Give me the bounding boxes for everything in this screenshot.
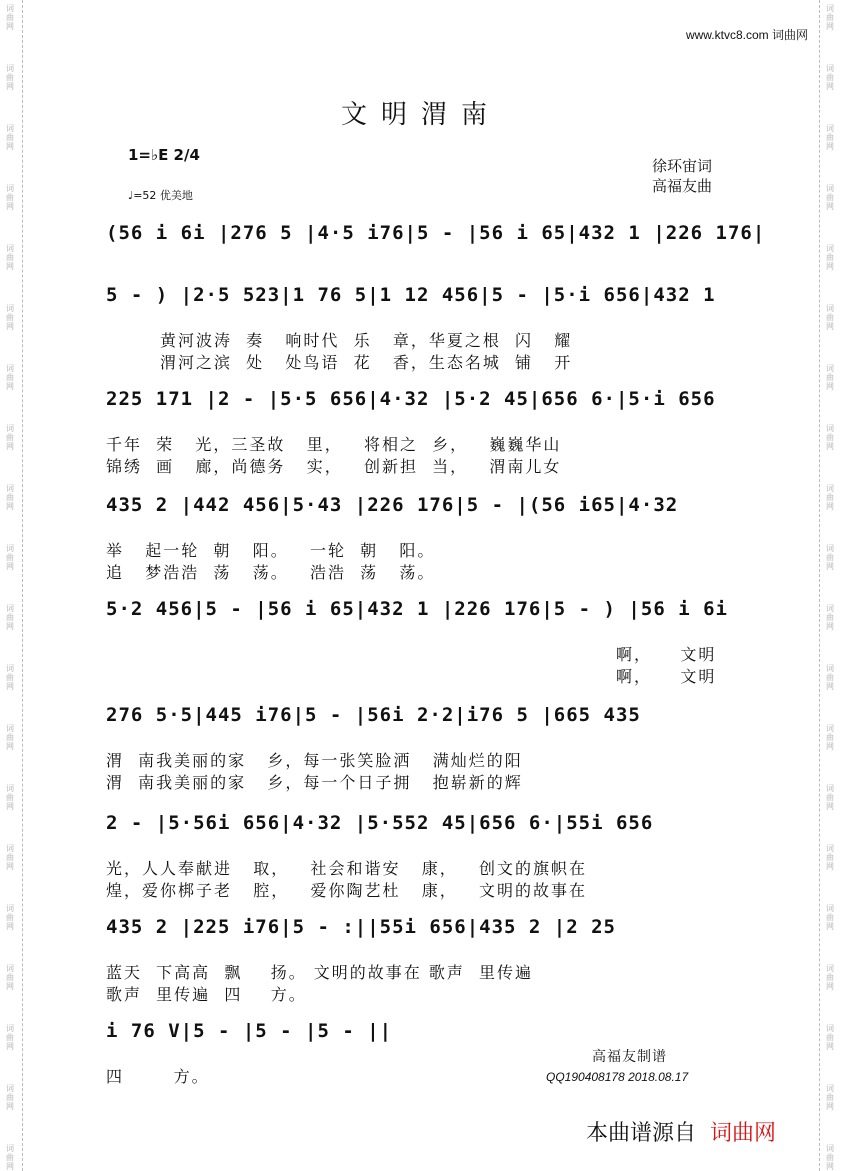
- watermark-text: 词 曲 网: [6, 904, 14, 931]
- watermark-text: 词 曲 网: [826, 544, 834, 571]
- watermark-text: 词 曲 网: [6, 424, 14, 451]
- watermark-text: 词 曲 网: [826, 124, 834, 151]
- source-brand[interactable]: 词曲网: [710, 1121, 777, 1146]
- watermark-text: 词 曲 网: [826, 1024, 834, 1051]
- watermark-text: 词 曲 网: [826, 304, 834, 331]
- notation-text: i 76 V|5 - |5 - |5 - ||: [106, 1020, 393, 1042]
- watermark-text: 词 曲 网: [6, 484, 14, 511]
- notation-row: [106, 284, 738, 314]
- lyric-line: 歌声 里传遍 四 方。: [106, 985, 307, 1004]
- watermark-text: 词 曲 网: [6, 364, 14, 391]
- watermark-text: 词 曲 网: [826, 904, 834, 931]
- watermark-text: 词 曲 网: [6, 124, 14, 151]
- score-maker: 高福友制谱: [592, 1049, 667, 1065]
- lyric-line: 蓝天 下高高 飘 扬。 文明的故事在 歌声 里传遍: [106, 963, 534, 982]
- watermark-text: 词 曲 网: [6, 4, 14, 31]
- lyric-line: 举 起一轮 朝 阳。 一轮 朝 阳。: [106, 541, 436, 560]
- watermark-text: 词 曲 网: [6, 1084, 14, 1111]
- song-title: 文明渭南: [340, 100, 501, 130]
- notation-row: [106, 598, 738, 628]
- notation-row: [106, 916, 738, 946]
- notation-text: 225 171 |2 - |5·5 656|4·32 |5·2 45|656 6·|5·i 656: [106, 388, 716, 410]
- notation-text: 2 - |5·56i 656|4·32 |5·552 45|656 6·|55i 656: [106, 812, 654, 834]
- right-watermark-strip: [819, 0, 842, 1171]
- notation-text: 5·2 456|5 - |56 i 65|432 1 |226 176|5 - ) |56 i 6i: [106, 598, 728, 620]
- source-credit: [586, 1116, 776, 1147]
- notation-text: 435 2 |442 456|5·43 |226 176|5 - |(56 i65|4·32: [106, 494, 679, 516]
- lyric-line: 渭 南我美丽的家 乡，每一张笑脸洒 满灿烂的阳: [106, 751, 523, 770]
- watermark-text: 词 曲 网: [826, 4, 834, 31]
- watermark-text: 词 曲 网: [6, 1024, 14, 1051]
- watermark-text: 词 曲 网: [6, 1144, 14, 1171]
- lyric-line: 黄河波涛 奏 响时代 乐 章，华夏之根 闪 耀: [160, 331, 573, 350]
- lyric-line: 锦绣 画 廊，尚德务 实， 创新担 当， 渭南儿女: [106, 457, 562, 476]
- notation-text: (56 i 6i |276 5 |4·5 i76|5 - |56 i 65|432 1 |226 176|: [106, 222, 766, 244]
- notation-row: [106, 222, 766, 252]
- watermark-text: 词 曲 网: [826, 64, 834, 91]
- watermark-text: 词 曲 网: [826, 604, 834, 631]
- notation-row: [106, 494, 738, 524]
- watermark-text: 词 曲 网: [6, 724, 14, 751]
- credits: [652, 156, 712, 196]
- key-signature: 1=♭E 2/4: [128, 146, 200, 164]
- lyric-line: 渭 南我美丽的家 乡，每一个日子拥 抱崭新的辉: [106, 773, 523, 792]
- notation-text: 435 2 |225 i76|5 - :||55i 656|435 2 |2 25: [106, 916, 616, 938]
- qq-date: QQ190408178 2018.08.17: [546, 1070, 689, 1084]
- watermark-text: 词 曲 网: [826, 664, 834, 691]
- watermark-text: 词 曲 网: [6, 64, 14, 91]
- watermark-text: 词 曲 网: [6, 604, 14, 631]
- watermark-text: 词 曲 网: [826, 724, 834, 751]
- watermark-text: 词 曲 网: [826, 424, 834, 451]
- lyric-line: 啊， 文明: [616, 667, 717, 686]
- notation-text: 276 5·5|445 i76|5 - |56i 2·2|i76 5 |665 435: [106, 704, 641, 726]
- lyric-line: 千年 荣 光，三圣故 里， 将相之 乡， 巍巍华山: [106, 435, 562, 454]
- source-prefix: 本曲谱源自: [586, 1121, 697, 1146]
- site-header[interactable]: www.ktvc8.com 词曲网: [685, 28, 808, 42]
- watermark-text: 词 曲 网: [826, 364, 834, 391]
- watermark-text: 词 曲 网: [826, 1144, 834, 1171]
- watermark-text: 词 曲 网: [826, 184, 834, 211]
- left-watermark-strip: [0, 0, 23, 1171]
- watermark-text: 词 曲 网: [6, 964, 14, 991]
- notation-row: [106, 812, 738, 842]
- notation-row: [106, 704, 738, 734]
- composer: 高福友曲: [652, 177, 713, 195]
- lyric-line: 渭河之滨 处 处鸟语 花 香，生态名城 铺 开: [160, 353, 573, 372]
- watermark-text: 词 曲 网: [6, 844, 14, 871]
- watermark-text: 词 曲 网: [6, 244, 14, 271]
- watermark-text: 词 曲 网: [6, 544, 14, 571]
- watermark-text: 词 曲 网: [826, 964, 834, 991]
- lyric-line: 煌，爱你梆子老 腔， 爱你陶艺杜 康， 文明的故事在: [106, 881, 588, 900]
- lyric-line: 四 方。: [106, 1067, 210, 1086]
- watermark-text: 词 曲 网: [826, 1084, 834, 1111]
- lyricist: 徐环宙词: [652, 157, 713, 175]
- lyric-line: 追 梦浩浩 荡 荡。 浩浩 荡 荡。: [106, 563, 436, 582]
- watermark-text: 词 曲 网: [6, 304, 14, 331]
- watermark-text: 词 曲 网: [826, 244, 834, 271]
- tempo-marking: ♩=52 优美地: [128, 189, 193, 202]
- watermark-text: 词 曲 网: [826, 784, 834, 811]
- notation-row: [106, 388, 738, 418]
- notation-text: 5 - ) |2·5 523|1 76 5|1 12 456|5 - |5·i 656|432 1: [106, 284, 716, 306]
- watermark-text: 词 曲 网: [6, 784, 14, 811]
- lyric-line: 光，人人奉献进 取， 社会和谐安 康， 创文的旗帜在: [106, 859, 588, 878]
- watermark-text: 词 曲 网: [826, 844, 834, 871]
- watermark-text: 词 曲 网: [6, 184, 14, 211]
- watermark-text: 词 曲 网: [6, 664, 14, 691]
- lyric-line: 啊， 文明: [616, 645, 717, 664]
- watermark-text: 词 曲 网: [826, 484, 834, 511]
